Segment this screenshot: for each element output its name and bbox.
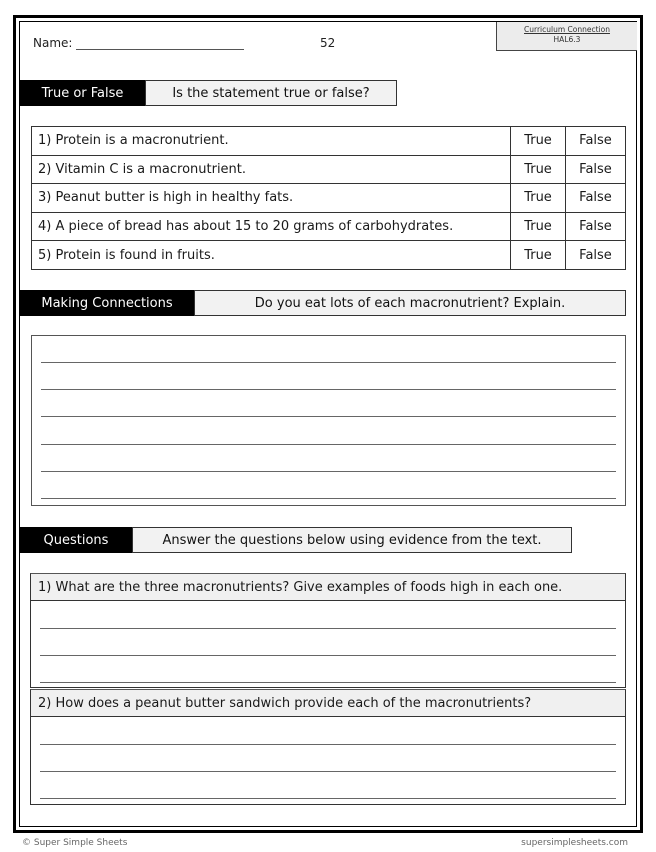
answer-line[interactable]	[41, 471, 616, 472]
statement: 3) Peanut butter is high in healthy fats.	[32, 184, 511, 213]
name-field[interactable]	[33, 36, 244, 50]
false-option[interactable]: False	[566, 212, 626, 241]
section-title: True or False	[20, 80, 145, 106]
section-instruction: Answer the questions below using evidence from the text.	[132, 527, 572, 553]
connections-answer-box[interactable]	[31, 335, 626, 506]
table-row	[32, 241, 626, 270]
table-row	[32, 212, 626, 241]
curriculum-title: Curriculum Connection	[524, 25, 610, 34]
answer-line[interactable]	[40, 655, 616, 656]
name-label: Name:	[33, 36, 73, 50]
true-false-table	[31, 126, 626, 270]
statement: 5) Protein is found in fruits.	[32, 241, 511, 270]
table-row	[32, 155, 626, 184]
table-row	[32, 184, 626, 213]
false-option[interactable]: False	[566, 155, 626, 184]
true-option[interactable]: True	[511, 241, 566, 270]
section-title: Making Connections	[20, 290, 194, 316]
question-1-text: 1) What are the three macronutrients? Give examples of foods high in each one.	[31, 574, 625, 601]
section-instruction: Is the statement true or false?	[145, 80, 397, 106]
true-option[interactable]: True	[511, 155, 566, 184]
question-1-box	[30, 573, 626, 688]
page-number: 52	[320, 36, 336, 50]
answer-line[interactable]	[41, 498, 616, 499]
statement: 2) Vitamin C is a macronutrient.	[32, 155, 511, 184]
true-option[interactable]: True	[511, 184, 566, 213]
copyright-text: © Super Simple Sheets	[22, 838, 128, 848]
question-2-box	[30, 689, 626, 805]
question-2-answer-area[interactable]	[31, 717, 625, 805]
true-false-header	[20, 80, 397, 106]
making-connections-header	[20, 290, 626, 316]
false-option[interactable]: False	[566, 127, 626, 156]
question-2-text: 2) How does a peanut butter sandwich provide each of the macronutrients?	[31, 690, 625, 717]
true-option[interactable]: True	[511, 212, 566, 241]
answer-line[interactable]	[40, 682, 616, 683]
false-option[interactable]: False	[566, 184, 626, 213]
curriculum-code: HAL6.3	[553, 35, 581, 44]
statement: 4) A piece of bread has about 15 to 20 grams of carbohydrates.	[32, 212, 511, 241]
question-1-answer-area[interactable]	[31, 601, 625, 688]
false-option[interactable]: False	[566, 241, 626, 270]
section-title: Questions	[20, 527, 132, 553]
curriculum-connection-box	[496, 22, 637, 51]
answer-line[interactable]	[41, 389, 616, 390]
website-text: supersimplesheets.com	[521, 838, 628, 848]
answer-line[interactable]	[40, 798, 616, 799]
questions-header	[20, 527, 572, 553]
answer-line[interactable]	[41, 416, 616, 417]
true-option[interactable]: True	[511, 127, 566, 156]
answer-line[interactable]	[40, 628, 616, 629]
statement: 1) Protein is a macronutrient.	[32, 127, 511, 156]
section-instruction: Do you eat lots of each macronutrient? Explain.	[194, 290, 626, 316]
name-input-line[interactable]	[76, 38, 244, 50]
answer-line[interactable]	[41, 444, 616, 445]
answer-line[interactable]	[40, 744, 616, 745]
table-row	[32, 127, 626, 156]
answer-line[interactable]	[40, 771, 616, 772]
answer-line[interactable]	[41, 362, 616, 363]
